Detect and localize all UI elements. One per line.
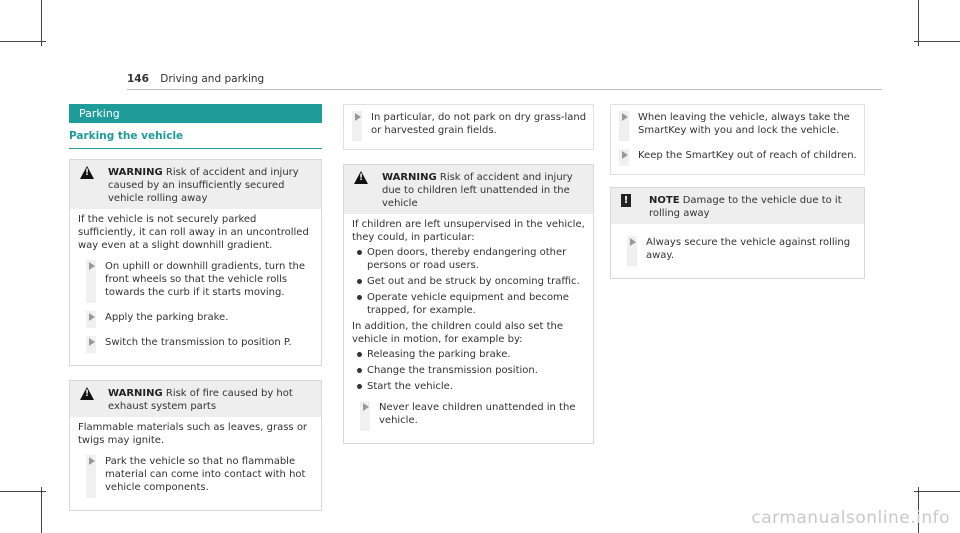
list-item: Get out and be struck by oncoming traffic. [352,275,585,288]
header-rule [127,89,882,90]
exclamation-icon: ! [621,194,631,207]
list-item: Change the transmission position. [352,364,585,377]
step [611,111,864,141]
note-box [610,187,865,279]
step [611,149,864,166]
step-text: In particular, do not park on dry grass-land or harvested grain fields. [371,112,587,136]
list-item: Open doors, thereby endangering other persons or road users. [352,246,585,272]
warning-body [344,214,593,443]
warning-box [343,164,594,444]
warning-triangle-icon [80,387,94,400]
column-1 [69,104,322,511]
warning-title: Risk of accident and injury caused by an insufficiently secured vehicle rolling away [108,167,299,204]
step [344,111,593,141]
step [78,311,313,328]
warning-header [344,165,593,214]
warning-title: Risk of accident and injury due to children left unattended in the vehicle [382,172,573,209]
chapter-title: Driving and parking [160,73,265,85]
step-arrow-icon [89,338,95,346]
watermark: carmanualsonline.info [751,508,950,528]
step-arrow-icon [355,113,361,121]
list-item: Start the vehicle. [352,380,585,393]
crop-mark [914,491,960,492]
step-arrow-icon [89,457,95,465]
step-text: Switch the transmission to position P. [105,337,292,348]
warning-label: WARNING [108,167,163,178]
step-text: Always secure the vehicle against rolling away. [646,237,851,261]
list-item: Releasing the parking brake. [352,348,585,361]
note-body [611,224,864,278]
step-arrow-icon [89,313,95,321]
crop-mark [0,491,46,492]
warning-triangle-icon [80,166,94,179]
step [78,260,313,303]
step-text: Keep the SmartKey out of reach of children. [638,150,857,161]
warning-text: Flammable materials such as leaves, grass or twigs may ignite. [78,422,308,446]
step-text: On uphill or downhill gradients, turn the front wheels so that the vehicle rolls towards the curb if it starts moving. [105,261,305,298]
step [619,236,856,266]
warning-header [70,160,321,209]
subheading: Parking the vehicle [69,130,322,149]
crop-mark [41,0,42,46]
step-arrow-icon [622,151,628,159]
continued-box [343,104,594,150]
crop-mark [0,41,46,42]
warning-box [69,380,322,511]
step [78,336,313,353]
section-title: Parking [69,104,322,123]
step-text: Park the vehicle so that no flammable material can come into contact with hot vehicle components. [105,456,306,493]
note-label: NOTE [649,195,680,206]
step-arrow-icon [89,262,95,270]
warning-text: If children are left unsupervised in the vehicle, they could, in particular: [352,219,585,243]
step-text: Never leave children unattended in the vehicle. [379,402,576,426]
crop-mark [914,41,960,42]
step-text: Apply the parking brake. [105,312,229,323]
continued-box [610,104,865,175]
warning-box [69,159,322,366]
crop-mark [41,487,42,533]
warning-triangle-icon [354,171,368,184]
step [78,455,313,498]
column-2 [343,104,594,444]
bullet-list [352,246,585,317]
warning-header [70,381,321,417]
column-3 [610,104,865,279]
note-header [611,188,864,224]
warning-label: WARNING [382,172,437,183]
step-text: When leaving the vehicle, always take the SmartKey with you and lock the vehicle. [638,112,850,136]
note-title: Damage to the vehicle due to it rolling away [649,195,842,219]
crop-mark [918,0,919,46]
page-number: 146 [127,73,149,85]
warning-text: If the vehicle is not securely parked sufficiently, it can roll away in an uncontrolled way even at a slight downhill gradient. [78,214,309,251]
page-header [127,73,264,85]
warning-label: WARNING [108,388,163,399]
warning-body [70,209,321,365]
step-arrow-icon [630,238,636,246]
warning-body [70,417,321,510]
step [352,401,585,431]
step-arrow-icon [622,113,628,121]
warning-text: In addition, the children could also set the vehicle in motion, for example by: [352,321,564,345]
step-arrow-icon [363,403,369,411]
bullet-list [352,348,585,393]
warning-title: Risk of fire caused by hot exhaust system parts [108,388,293,412]
list-item: Operate vehicle equipment and become trapped, for example. [352,291,585,317]
